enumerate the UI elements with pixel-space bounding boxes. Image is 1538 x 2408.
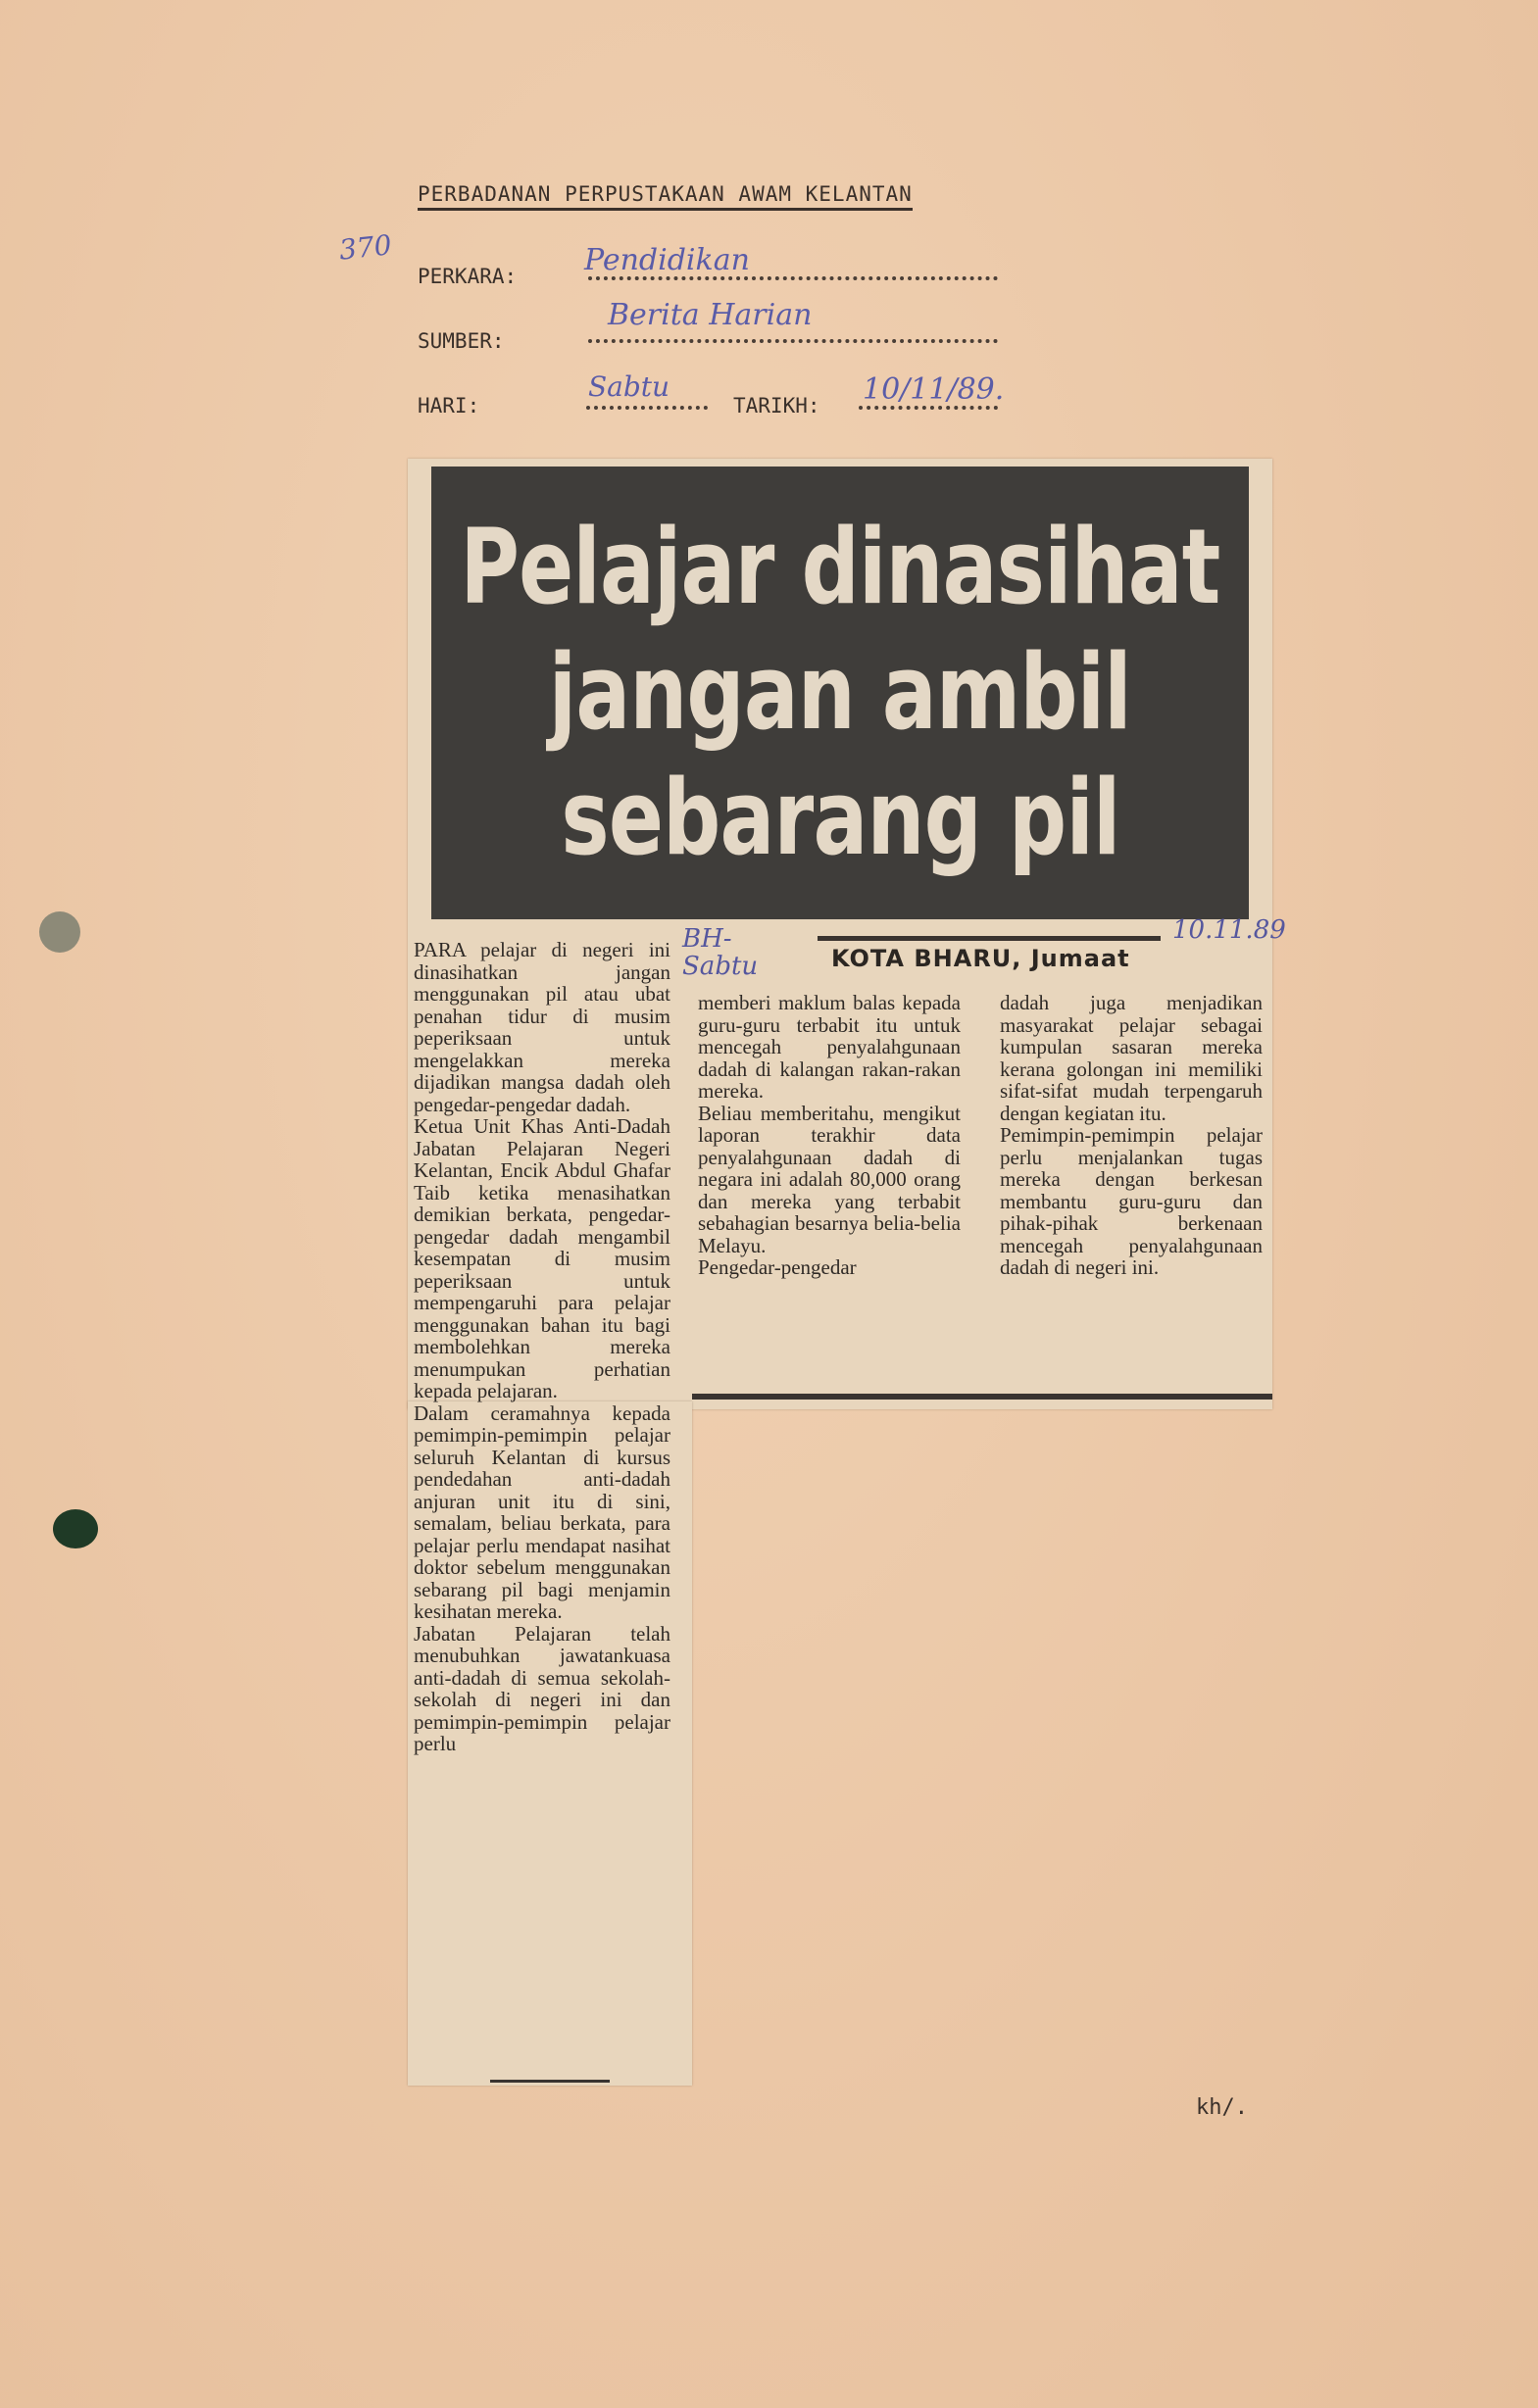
perkara-label: PERKARA: (418, 265, 518, 288)
dateline-text: KOTA BHARU, Jumaat (831, 945, 1130, 972)
hari-value: Sabtu (588, 370, 670, 403)
perkara-value: Pendidikan (584, 243, 750, 277)
headline-line-2: jangan ambil (548, 632, 1132, 753)
article-column-1: PARA pelajar di negeri ini dinasihatkan jangan menggunakan pil atau ubat penahan tidur di musim peperiksaan untuk mengelakkan mereka dijadikan mangsa dadah oleh pengedar-pengedar dadah. Ketua Unit Khas Anti-Dadah Jabatan Pelajaran Negeri Kelantan, Encik Abdul Ghafar Taib ketika menasihatkan demikian berkata, pengedar-pengedar dadah mengambil kesempatan di musim peperiksaan untuk mempengaruhi para pelajar menggunakan bahan itu bagi membolehkan mereka menumpukan perhatian kepada pelajaran. Dalam ceramahnya kepada pemimpin-pemimpin pelajar seluruh Kelantan di kursus pendedahan anti-dadah anjuran unit itu di sini, semalam, beliau berkata, para pelajar perlu mendapat nasihat doktor sebelum menggunakan sebarang pil bagi menjamin kesihatan mereka. Jabatan Pelajaran telah menubuhkan jawatankuasa anti-dadah di semua sekolah-sekolah di negeri ini dan pemimpin-pemimpin pelajar perlu (414, 939, 670, 1755)
sumber-line (588, 339, 998, 343)
dateline (818, 936, 1161, 982)
typist-initials: kh/. (1196, 2095, 1248, 2120)
handwritten-date: 10.11.89 (1172, 915, 1286, 945)
article-column-2: memberi maklum balas kepada guru-guru terbabit itu untuk mencegah penyalahgunaan dadah di kalangan rakan-rakan mereka. Beliau memberitahu, mengikut laporan terakhir data penyalahgunaan dadah di negara ini adalah 80,000 orang dan mereka yang terbabit sebahagian besarnya belia-belia Melayu. Pengedar-pengedar (698, 992, 961, 1279)
file-number: 370 (337, 228, 394, 267)
hari-label: HARI: (418, 394, 480, 418)
headline-line-3: sebarang pil (560, 758, 1120, 878)
hari-line (586, 406, 708, 410)
punch-hole-bottom (53, 1509, 98, 1548)
handwritten-source: BH- Sabtu (682, 924, 759, 981)
headline-line-1: Pelajar dinasihat (460, 507, 1220, 627)
sumber-label: SUMBER: (418, 329, 505, 353)
organisation-title: PERBADANAN PERPUSTAKAAN AWAM KELANTAN (418, 182, 913, 211)
article-tail-rule (490, 2080, 610, 2083)
article-end-rule (692, 1394, 1272, 1400)
tarikh-label: TARIKH: (733, 394, 820, 418)
sumber-value: Berita Harian (608, 298, 813, 332)
article-column-3: dadah juga menjadikan masyarakat pelajar sebagai kumpulan sasaran mereka kerana golongan ini memiliki sifat-sifat mudah terpengaruh dengan kegiatan itu. Pemimpin-pemimpin pelajar perlu menjalankan tugas mereka dengan berkesan membantu guru-guru dan pihak-pihak berkenaan mencegah penyalahgunaan dadah di negeri ini. (1000, 992, 1263, 1279)
punch-hole-top (39, 911, 80, 953)
headline-box (431, 467, 1249, 919)
tarikh-value: 10/11/89. (863, 372, 1005, 407)
